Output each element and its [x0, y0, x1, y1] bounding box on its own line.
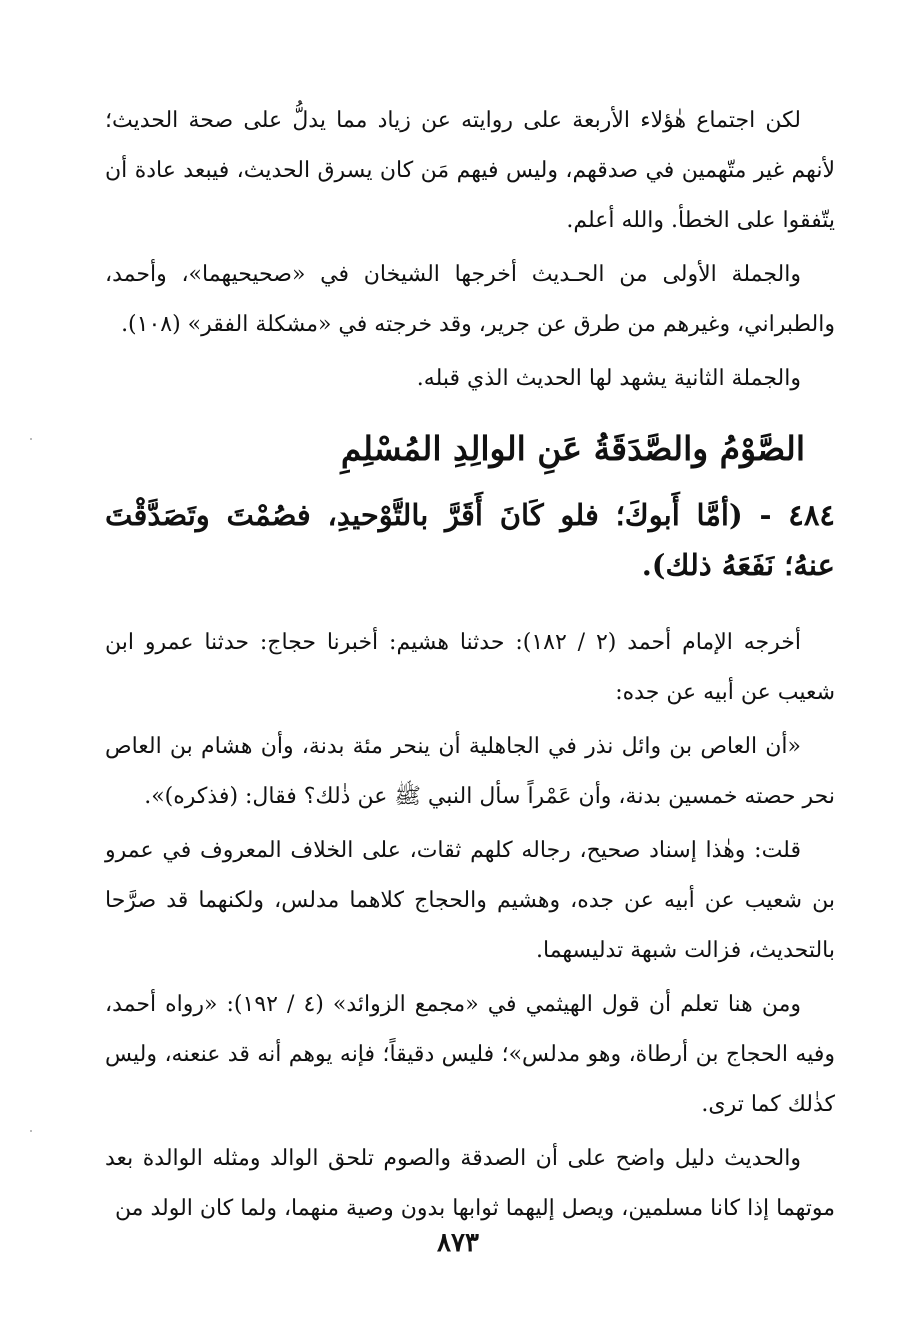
paragraph-6: قلت: وهٰذا إسناد صحيح، رجاله كلهم ثقات، على الخلاف المعروف في عمرو بن شعيب عن أبيه عن جده، وهشيم والحجاج كلاهما مدلس، ولكنهما قد صرَّحا بالتحديث، فزالت شبهة تدليسهما.	[105, 838, 835, 963]
paragraph-4: أخرجه الإمام أحمد (٢ / ١٨٢): حدثنا هشيم: أخبرنا حجاج: حدثنا عمرو ابن شعيب عن أبيه عن جده:	[105, 630, 835, 705]
paragraph-5: «أن العاص بن وائل نذر في الجاهلية أن ينحر مئة بدنة، وأن هشام بن العاص نحر حصته خمسين بدنة، وأن عَمْراً سأل النبي ﷺ عن ذٰلك؟ فقال: (فذكره)».	[105, 734, 835, 809]
margin-speck	[30, 1130, 32, 1132]
hadith-text-block	[105, 490, 835, 590]
hadith-text: (أمَّا أَبوكَ؛ فلو كَانَ أَقَرَّ بالتَّوْحيدِ، فصُمْتَ وتَصَدَّقْتَ عنهُ؛ نَفَعَهُ ذلك).	[105, 498, 835, 582]
paragraph-8: والحديث دليل واضح على أن الصدقة والصوم تلحق الوالد ومثله الوالدة بعد موتهما إذا كانا مسلمين، ويصل إليهما ثوابها بدون وصية منهما، ولما كان الولد من	[105, 1146, 835, 1221]
margin-speck	[30, 438, 32, 440]
page-body	[105, 96, 835, 1238]
paragraph-3: والجملة الثانية يشهد لها الحديث الذي قبله.	[416, 366, 801, 391]
section-heading: الصَّوْمُ والصَّدَقَةُ عَنِ الوالِدِ المُسْلِمِ	[340, 429, 805, 468]
page-number: ٨٧٣	[437, 1228, 479, 1258]
paragraph-1: لكن اجتماع هٰؤلاء الأربعة على روايته عن زياد مما يدلُّ على صحة الحديث؛ لأنهم غير متّهمين في صدقهم، وليس فيهم مَن كان يسرق الحديث، فيبعد عادة أن يتّفقوا على الخطأ. والله أعلم.	[105, 108, 835, 233]
hadith-number: ٤٨٤ -	[759, 498, 835, 532]
paragraph-7: ومن هنا تعلم أن قول الهيثمي في «مجمع الزوائد» (٤ / ١٩٢): «رواه أحمد، وفيه الحجاج بن أرطاة، وهو مدلس»؛ فليس دقيقاً؛ فإنه يوهم أنه قد عنعنه، وليس كذٰلك كما ترى.	[105, 992, 835, 1117]
paragraph-2: والجملة الأولى من الحـديث أخرجها الشيخان في «صحيحيهما»، وأحمد، والطبراني، وغيرهم من طرق عن جرير، وقد خرجته في «مشكلة الفقر» (١٠٨).	[105, 262, 835, 337]
